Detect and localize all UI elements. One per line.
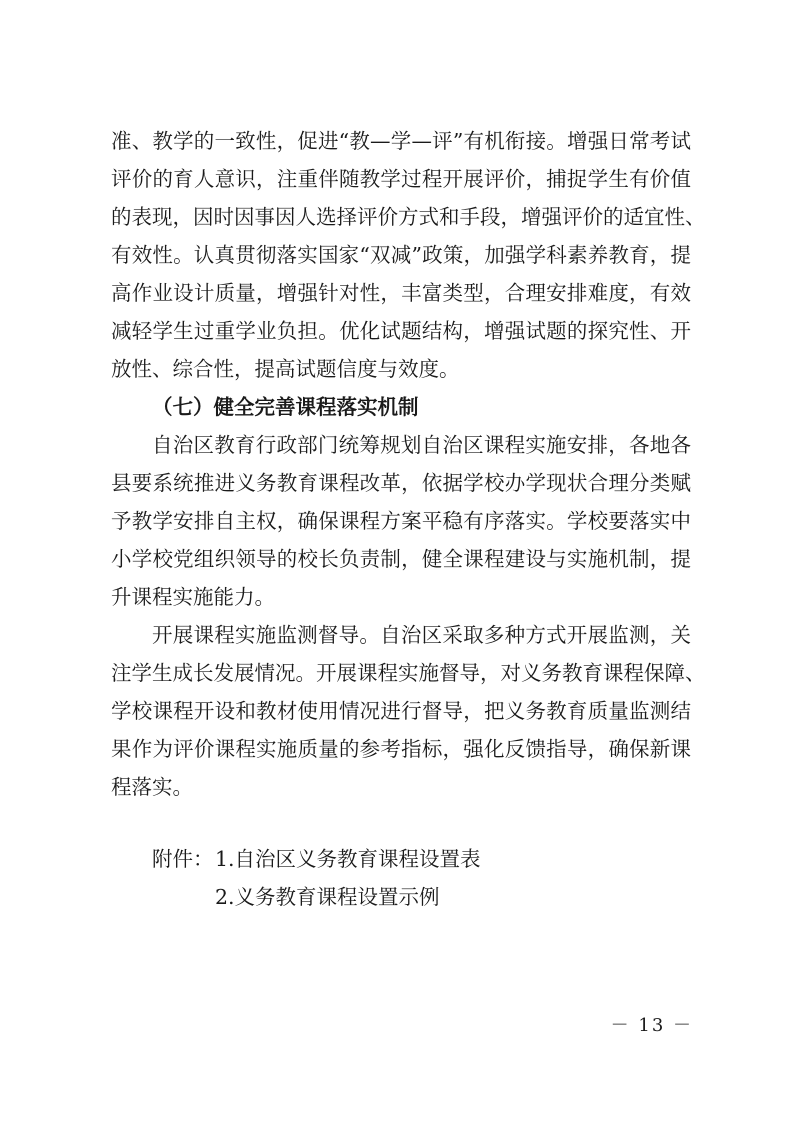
section-heading: （七）健全完善课程落实机制 bbox=[152, 395, 419, 419]
paragraph2-line-5: 升课程实施能力。 bbox=[111, 585, 275, 609]
paragraph3-line-4: 果作为评价课程实施质量的参考指标，强化反馈指导，确保新课 bbox=[111, 737, 691, 761]
paragraph2-line-1: 自治区教育行政部门统筹规划自治区课程实施安排，各地各 bbox=[152, 433, 691, 457]
paragraph2-line-4: 小学校党组织领导的校长负责制，健全课程建设与实施机制，提 bbox=[111, 547, 691, 571]
paragraph1-line-1: 准、教学的一致性，促进“教—学—评”有机衔接。增强日常考试 bbox=[111, 129, 691, 153]
paragraph1-line-2: 评价的育人意识，注重伴随教学过程开展评价，捕捉学生有价值 bbox=[111, 167, 691, 191]
attachment-item-2: 2.义务教育课程设置示例 bbox=[215, 885, 440, 909]
paragraph1-line-6: 减轻学生过重学业负担。优化试题结构，增强试题的探究性、开 bbox=[111, 319, 691, 343]
paragraph1-line-5: 高作业设计质量，增强针对性，丰富类型，合理安排难度，有效 bbox=[111, 281, 691, 305]
attachment-item-1: 1.自治区义务教育课程设置表 bbox=[215, 847, 481, 871]
paragraph1-line-4: 有效性。认真贯彻落实国家“双减”政策，加强学科素养教育，提 bbox=[111, 243, 691, 267]
page-number: － 13 － bbox=[610, 1015, 693, 1036]
attachments-label: 附件： bbox=[152, 847, 214, 871]
paragraph1-line-3: 的表现，因时因事因人选择评价方式和手段，增强评价的适宜性、 bbox=[111, 205, 706, 229]
paragraph1-line-7: 放性、综合性，提高试题信度与效度。 bbox=[111, 357, 460, 381]
paragraph2-line-2: 县要系统推进义务教育课程改革，依据学校办学现状合理分类赋 bbox=[111, 471, 691, 495]
paragraph3-line-3: 学校课程开设和教材使用情况进行督导，把义务教育质量监测结 bbox=[111, 699, 691, 723]
paragraph2-line-3: 予教学安排自主权，确保课程方案平稳有序落实。学校要落实中 bbox=[111, 509, 691, 533]
paragraph3-line-1: 开展课程实施监测督导。自治区采取多种方式开展监测，关 bbox=[152, 623, 691, 647]
paragraph3-line-2: 注学生成长发展情况。开展课程实施督导，对义务教育课程保障、 bbox=[111, 661, 706, 685]
paragraph3-line-5: 程落实。 bbox=[111, 775, 193, 799]
